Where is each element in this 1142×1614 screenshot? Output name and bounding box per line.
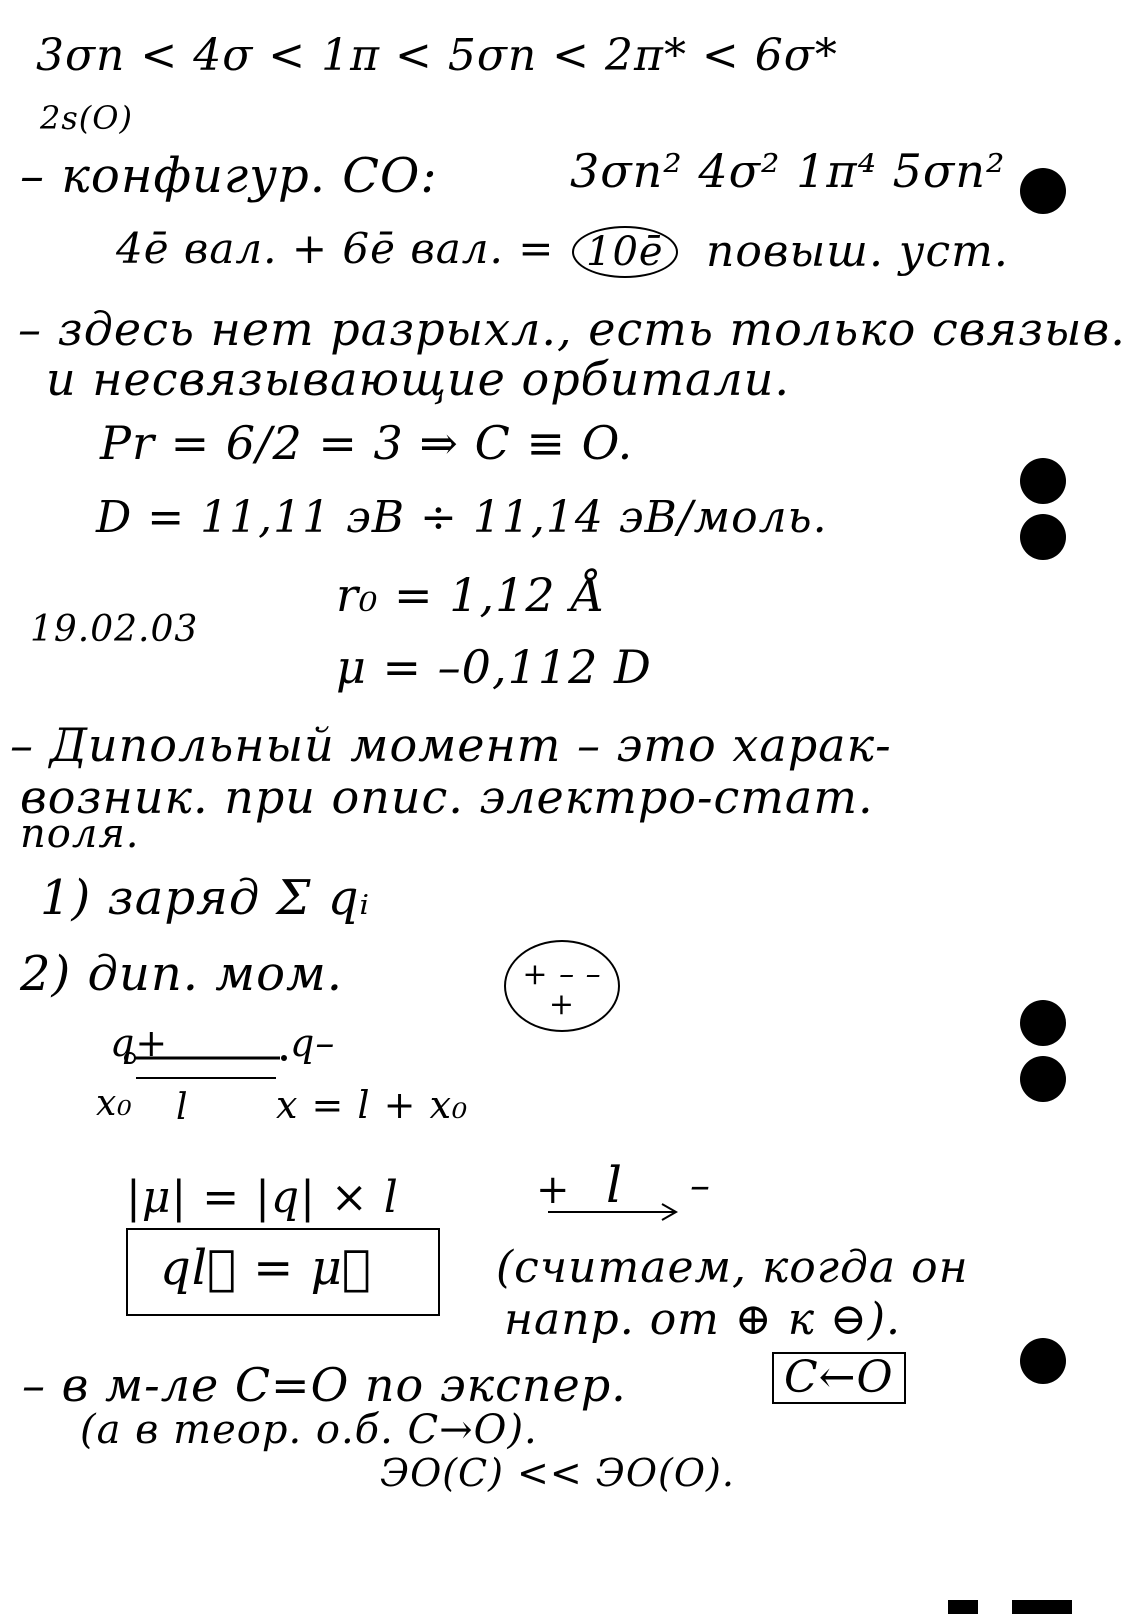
arrow-minus: – [690, 1163, 711, 1209]
experiment-boxed-direction: C←O [772, 1352, 906, 1404]
charge-circle-signs: + – – + [522, 957, 602, 1022]
date-stamp: 19.02.03 [30, 609, 199, 650]
arrow-l: l [606, 1156, 623, 1214]
dipole-definition-line-2: возник. при опис. электро-стат. [20, 770, 874, 824]
dipole-line-diagram [120, 1050, 300, 1090]
bond-order-line: Pr = 6/2 = 3 ⇒ C ≡ O. [100, 416, 634, 470]
punch-hole-1 [1020, 168, 1066, 214]
dipole-l: l [176, 1087, 189, 1128]
electronegativity-line: ЭО(C) << ЭО(O). [380, 1451, 735, 1495]
punch-hole-3 [1020, 514, 1066, 560]
configuration-formula: 3σn² 4σ² 1π⁴ 5σn² [570, 144, 1006, 198]
dipole-q-minus: q– [290, 1021, 336, 1065]
theory-line: (а в теор. о.б. C→O). [80, 1407, 538, 1453]
electrons-circled: 10ē [572, 226, 678, 278]
dissociation-energy-line: D = 11,11 эВ ÷ 11,14 эВ/моль. [96, 492, 828, 543]
punch-hole-2 [1020, 458, 1066, 504]
dipole-q-plus: q+ [110, 1021, 169, 1065]
dipole-definition-line-3: поля. [20, 811, 140, 857]
dipole-moment-value: μ = –0,112 D [336, 640, 652, 694]
punch-hole-6 [1020, 1338, 1066, 1384]
punch-hole-4 [1020, 1000, 1066, 1046]
experiment-line: – в м-ле C=O по экспер. [22, 1358, 627, 1412]
orbital-order-line: 3σn < 4σ < 1π < 5σn < 2π* < 6σ* [36, 30, 838, 81]
dipole-x0: x₀ [96, 1083, 133, 1124]
direction-note-line-2: напр. от ⊕ к ⊖). [504, 1294, 902, 1345]
dipole-definition-line-1: – Дипольный момент – это харак- [10, 718, 892, 772]
arrow-right-icon [546, 1200, 686, 1224]
orbital-2s-note: 2s(O) [40, 99, 133, 137]
formula-vector: ql⃗ = μ⃗ [160, 1240, 372, 1296]
no-antibonding-line-1: – здесь нет разрыхл., есть только связыв. [18, 302, 1126, 356]
electrons-right: повыш. уст. [706, 226, 1009, 277]
bond-length-line: r₀ = 1,12 Å [336, 568, 606, 622]
punch-hole-5 [1020, 1056, 1066, 1102]
dipole-x: x = l + x₀ [276, 1083, 469, 1127]
edge-mark-1 [948, 1600, 978, 1614]
item-dipole: 2) дип. мом. [20, 946, 344, 1002]
no-antibonding-line-2: и несвязывающие орбитали. [46, 352, 790, 406]
charge-circle [504, 940, 620, 1032]
formula-magnitude: |μ| = |q| × l [126, 1172, 399, 1223]
item-charge: 1) заряд Σ qᵢ [40, 870, 371, 926]
direction-note-line-1: (считаем, когда он [496, 1242, 969, 1293]
arrow-plus: + [536, 1167, 571, 1213]
edge-mark-2 [1012, 1600, 1072, 1614]
configuration-label: – конфигур. CO: [20, 148, 438, 204]
electrons-left: 4ē вал. + 6ē вал. = [116, 224, 555, 273]
